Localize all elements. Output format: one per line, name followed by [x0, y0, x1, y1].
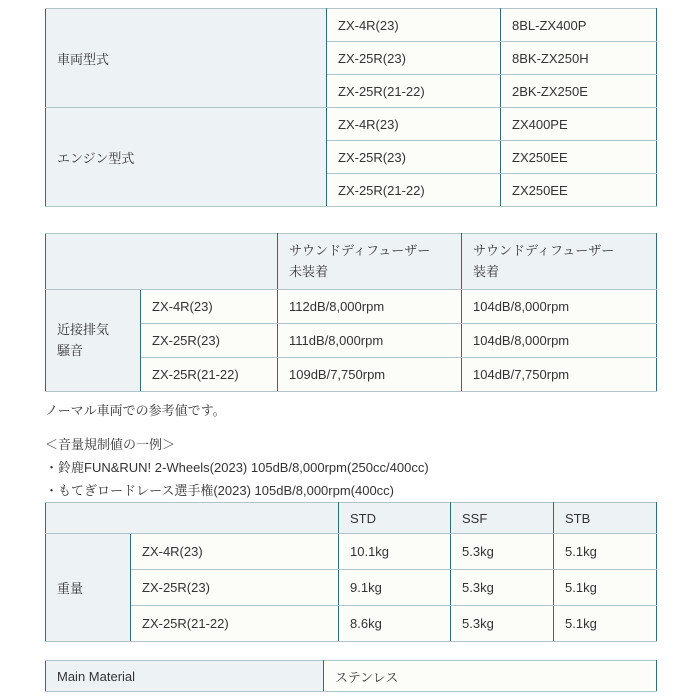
type-code-cell: ZX250EE [501, 141, 657, 174]
model-cell: ZX-25R(21-22) [327, 174, 501, 207]
weight-value-cell: 5.1kg [554, 606, 657, 642]
exhaust-noise-table [45, 233, 657, 392]
column-header-with-diffuser: サウンドディフューザー 装着 [462, 234, 657, 290]
weight-value-cell: 5.1kg [554, 534, 657, 570]
type-code-cell: ZX250EE [501, 174, 657, 207]
weight-value-cell: 9.1kg [339, 570, 451, 606]
engine-type-label: エンジン型式 [46, 108, 327, 207]
model-cell: ZX-25R(21-22) [141, 358, 278, 392]
noise-value-cell: 111dB/8,000rpm [278, 324, 462, 358]
weight-value-cell: 5.3kg [451, 534, 554, 570]
table-row [46, 534, 657, 570]
model-cell: ZX-25R(23) [327, 42, 501, 75]
table-header-row [46, 503, 657, 534]
table-row [46, 570, 657, 606]
table-row [46, 108, 657, 141]
weight-value-cell: 5.3kg [451, 570, 554, 606]
type-code-cell: ZX400PE [501, 108, 657, 141]
regulation-heading: ＜音量規制値の一例＞ [45, 437, 176, 452]
table-row [46, 9, 657, 42]
table-row [46, 290, 657, 324]
noise-value-cell: 109dB/7,750rpm [278, 358, 462, 392]
type-code-cell: 8BK-ZX250H [501, 42, 657, 75]
type-code-cell: 8BL-ZX400P [501, 9, 657, 42]
model-cell: ZX-25R(23) [327, 141, 501, 174]
table-row [46, 661, 657, 692]
model-cell: ZX-25R(23) [131, 570, 339, 606]
model-cell: ZX-4R(23) [141, 290, 278, 324]
column-header-std: STD [339, 503, 451, 534]
blank-header-cell [46, 503, 339, 534]
column-header-without-diffuser: サウンドディフューザー 未装着 [278, 234, 462, 290]
model-cell: ZX-25R(21-22) [327, 75, 501, 108]
reference-note: ノーマル車両での参考値です。 [45, 403, 226, 418]
noise-value-cell: 112dB/8,000rpm [278, 290, 462, 324]
noise-value-cell: 104dB/7,750rpm [462, 358, 657, 392]
weight-value-cell: 8.6kg [339, 606, 451, 642]
model-cell: ZX-4R(23) [327, 108, 501, 141]
regulation-example: ・鈴鹿FUN&RUN! 2-Wheels(2023) 105dB/8,000rpm(250cc/400cc) [45, 460, 429, 475]
model-cell: ZX-4R(23) [327, 9, 501, 42]
material-table [45, 660, 657, 692]
material-value-cell: ステンレス [324, 661, 657, 692]
regulation-example: ・もてぎロードレース選手権(2023) 105dB/8,000rpm(400cc) [45, 483, 395, 498]
weight-table [45, 502, 657, 642]
model-cell: ZX-4R(23) [131, 534, 339, 570]
model-cell: ZX-25R(23) [141, 324, 278, 358]
model-cell: ZX-25R(21-22) [131, 606, 339, 642]
table-row [46, 606, 657, 642]
noise-value-cell: 104dB/8,000rpm [462, 290, 657, 324]
column-header-ssf: SSF [451, 503, 554, 534]
type-code-cell: 2BK-ZX250E [501, 75, 657, 108]
weight-value-cell: 5.3kg [451, 606, 554, 642]
vehicle-engine-model-table [45, 8, 657, 207]
column-header-stb: STB [554, 503, 657, 534]
weight-value-cell: 10.1kg [339, 534, 451, 570]
vehicle-type-label: 車両型式 [46, 9, 327, 108]
weight-row-label: 重量 [46, 534, 131, 642]
blank-header-cell [46, 234, 278, 290]
noise-value-cell: 104dB/8,000rpm [462, 324, 657, 358]
material-label: Main Material [46, 661, 324, 692]
weight-value-cell: 5.1kg [554, 570, 657, 606]
noise-row-label: 近接排気 騒音 [46, 290, 141, 392]
table-header-row [46, 234, 657, 290]
